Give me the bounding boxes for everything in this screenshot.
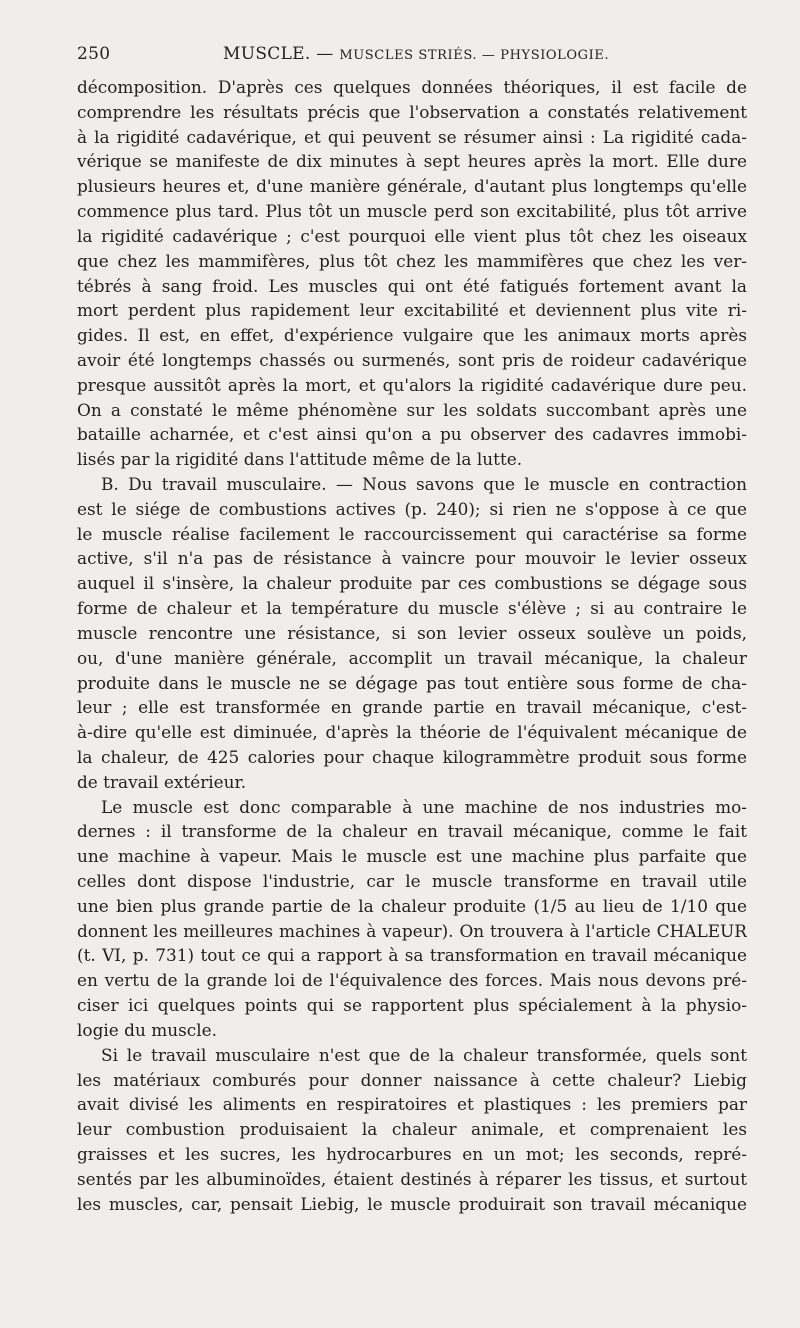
text-line: vérique se manifeste de dix minutes à sept heures après la mort. Elle dure bbox=[77, 151, 747, 172]
text-line: celles dont dispose l'industrie, car le muscle transforme en travail utile bbox=[77, 871, 747, 891]
text-line: est le siége de combustions actives (p. 240); si rien ne s'oppose à ce que bbox=[77, 498, 747, 519]
text-line: la chaleur, de 425 calories pour chaque kilogrammètre produit sous forme bbox=[77, 746, 747, 767]
text-line: gides. Il est, en effet, d'expérience vulgaire que les animaux morts après bbox=[77, 325, 747, 346]
text-line: le muscle réalise facilement le raccourcissement qui caractérise sa forme bbox=[77, 523, 747, 544]
text-line: dernes : il transforme de la chaleur en travail mécanique, comme le fait bbox=[77, 821, 747, 842]
text-line: On a constaté le même phénomène sur les soldats succombant après une bbox=[77, 399, 747, 420]
text-line: presque aussitôt après la mort, et qu'alors la rigidité cadavérique dure peu. bbox=[77, 374, 747, 395]
text-line: B. Du travail musculaire. — Nous savons que le muscle en contraction bbox=[101, 474, 747, 494]
text-line: auquel il s'insère, la chaleur produite par ces combustions se dégage sous bbox=[77, 573, 747, 594]
text-line: avait divisé les aliments en respiratoires et plastiques : les premiers par bbox=[77, 1094, 747, 1115]
text-line: la rigidité cadavérique ; c'est pourquoi elle vient plus tôt chez les oiseaux bbox=[77, 225, 747, 246]
body-text bbox=[77, 75, 747, 1216]
text-line: plusieurs heures et, d'une manière générale, d'autant plus longtemps qu'elle bbox=[77, 176, 747, 197]
text-line: leur ; elle est transformée en grande partie en travail mécanique, c'est- bbox=[77, 697, 747, 718]
text-line: forme de chaleur et la température du muscle s'élève ; si au contraire le bbox=[77, 598, 747, 619]
text-line: les muscles, car, pensait Liebig, le muscle produirait son travail mécanique bbox=[77, 1193, 747, 1214]
text-line: les matériaux comburés pour donner naissance à cette chaleur? Liebig bbox=[77, 1069, 747, 1090]
text-line: Si le travail musculaire n'est que de la chaleur transformée, quels sont bbox=[101, 1044, 747, 1065]
text-line: muscle rencontre une résistance, si son levier osseux soulève un poids, bbox=[77, 622, 747, 643]
text-line: produite dans le muscle ne se dégage pas tout entière sous forme de cha- bbox=[77, 672, 747, 693]
text-line: avoir été longtemps chassés ou surmenés, sont pris de roideur cadavérique bbox=[77, 349, 747, 370]
text-line: donnent les meilleures machines à vapeur). On trouvera à l'article CHALEUR bbox=[77, 920, 747, 941]
text-line: graisses et les sucres, les hydrocarbures en un mot; les seconds, repré- bbox=[77, 1143, 747, 1164]
text-line: tébrés à sang froid. Les muscles qui ont été fatigués fortement avant la bbox=[77, 275, 747, 296]
page-number: 250 bbox=[77, 44, 111, 64]
text-line: sentés par les albuminoïdes, étaient destinés à réparer les tissus, et surtout bbox=[77, 1168, 747, 1189]
text-line: active, s'il n'a pas de résistance à vaincre pour mouvoir le levier osseux bbox=[77, 548, 747, 569]
text-line: de travail extérieur. bbox=[77, 771, 247, 792]
running-title bbox=[223, 44, 609, 64]
text-line: logie du muscle. bbox=[77, 1019, 217, 1040]
text-line: que chez les mammifères, plus tôt chez les mammifères que chez les ver- bbox=[77, 250, 747, 271]
text-line: décomposition. D'après ces quelques données théoriques, il est facile de bbox=[77, 77, 747, 97]
text-line: à-dire qu'elle est diminuée, d'après la théorie de l'équivalent mécanique de bbox=[77, 722, 747, 743]
text-line: leur combustion produisaient la chaleur animale, et comprenaient les bbox=[77, 1119, 747, 1140]
text-line: lisés par la rigidité dans l'attitude même de la lutte. bbox=[77, 449, 523, 470]
text-line: en vertu de la grande loi de l'équivalence des forces. Mais nous devons pré- bbox=[77, 970, 747, 991]
text-line: une bien plus grande partie de la chaleur produite (1/5 au lieu de 1/10 que bbox=[77, 895, 747, 916]
running-title-main: MUSCLE. — bbox=[223, 44, 340, 64]
running-header bbox=[77, 44, 747, 70]
text-line: une machine à vapeur. Mais le muscle est une machine plus parfaite que bbox=[77, 846, 747, 867]
text-line: commence plus tard. Plus tôt un muscle perd son excitabilité, plus tôt arrive bbox=[77, 201, 747, 222]
text-line: bataille acharnée, et c'est ainsi qu'on a pu observer des cadavres immobi- bbox=[77, 424, 747, 445]
text-line: comprendre les résultats précis que l'observation a constatés relativement bbox=[77, 101, 747, 122]
text-line: ou, d'une manière générale, accomplit un travail mécanique, la chaleur bbox=[77, 647, 747, 668]
text-line: ciser ici quelques points qui se rapportent plus spécialement à la physio- bbox=[77, 995, 747, 1016]
text-line: mort perdent plus rapidement leur excitabilité et deviennent plus vite ri- bbox=[77, 300, 747, 321]
running-title-section: MUSCLES STRIÉS. — PHYSIOLOGIE. bbox=[339, 48, 610, 63]
text-line: à la rigidité cadavérique, et qui peuvent se résumer ainsi : La rigidité cada- bbox=[77, 126, 747, 147]
text-line: (t. VI, p. 731) tout ce qui a rapport à sa transformation en travail mécanique bbox=[77, 945, 747, 966]
text-line: Le muscle est donc comparable à une machine de nos industries mo- bbox=[101, 796, 747, 817]
